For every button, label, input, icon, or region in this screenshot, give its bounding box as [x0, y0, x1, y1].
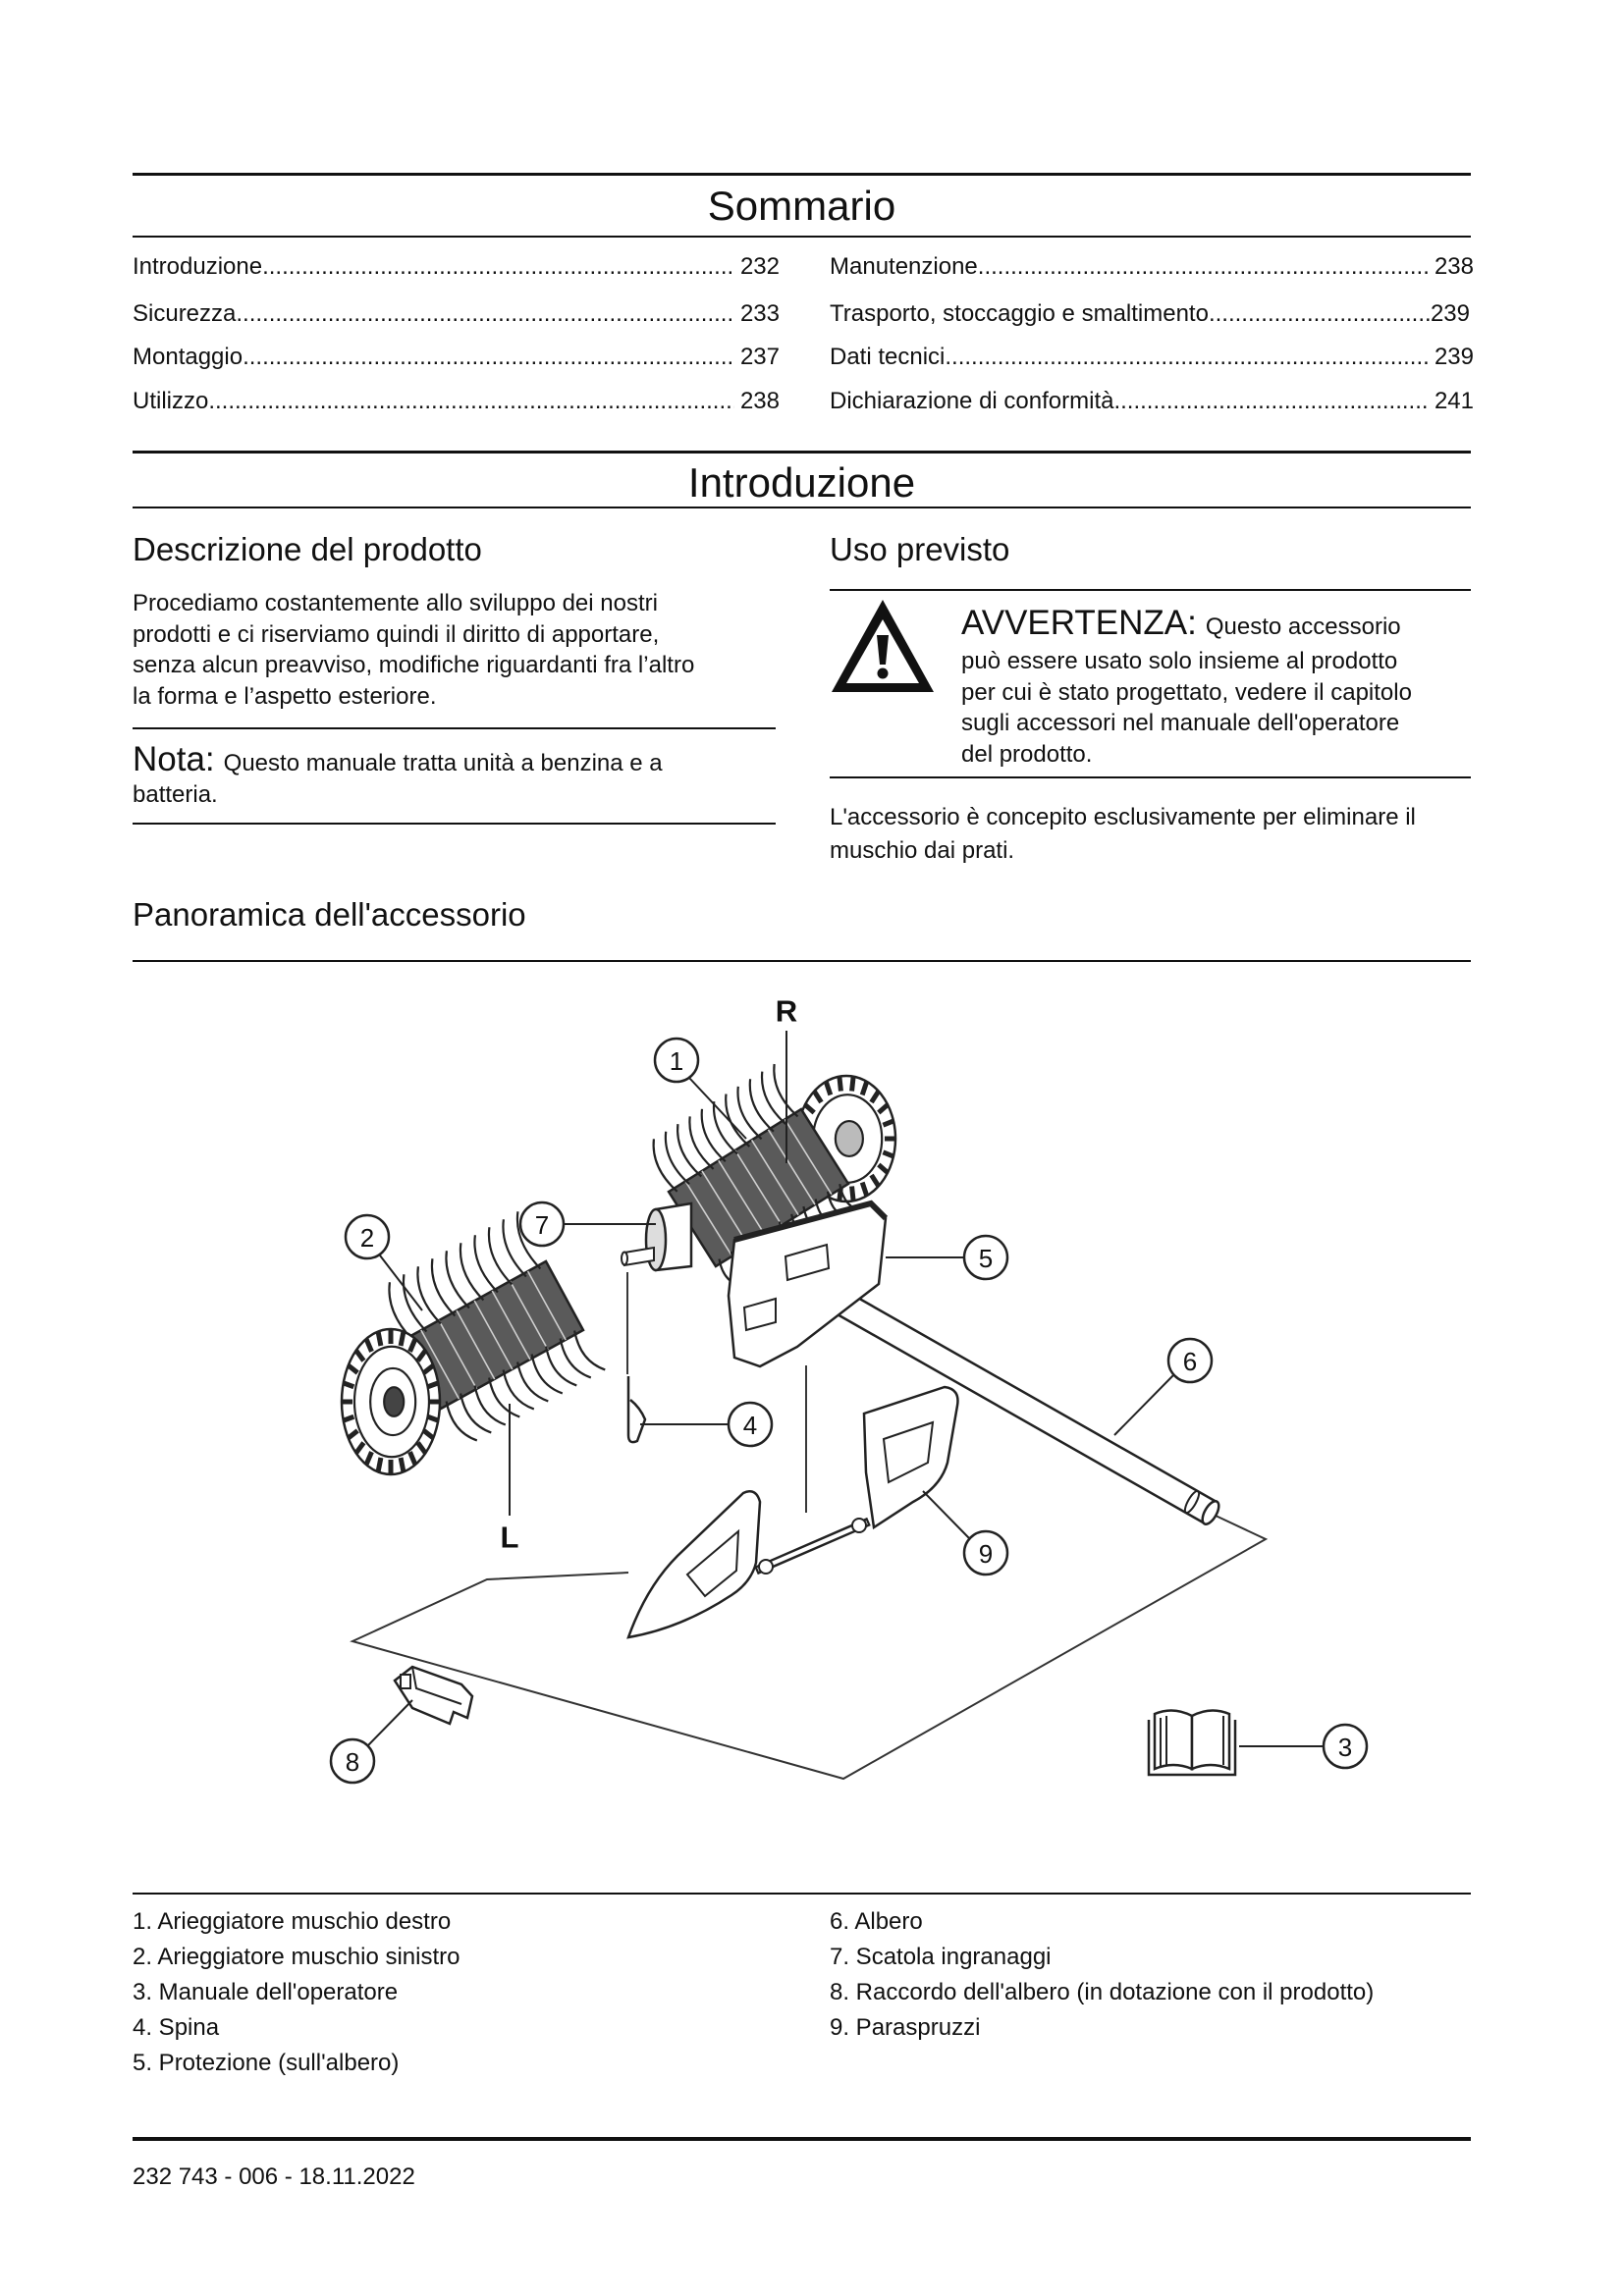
toc-entry-page: 239	[1430, 300, 1470, 327]
toc-leader	[236, 300, 734, 328]
tire-tread	[401, 1332, 404, 1346]
warning-line	[961, 604, 1412, 647]
callout-number: 6	[1182, 1347, 1198, 1376]
intro-title-rule	[133, 507, 1471, 508]
legend-top-rule	[133, 1893, 1471, 1895]
toc-entry[interactable]	[830, 300, 1470, 328]
toc-entry-page: 239	[1434, 344, 1474, 370]
callout-number: 3	[1337, 1733, 1353, 1762]
intro-title: Introduzione	[687, 459, 916, 506]
toc-title-rule	[133, 236, 1471, 238]
warning-text: Questo accessorio	[1205, 614, 1401, 640]
toc-entry-label: Introduzione	[133, 253, 263, 280]
wheel-rim	[384, 1387, 404, 1416]
legend-item: 9. Paraspruzzi	[830, 2014, 981, 2041]
descrizione-heading: Descrizione del prodotto	[133, 531, 482, 567]
toc-entry-label: Dati tecnici	[830, 344, 946, 370]
callout-number: 5	[978, 1244, 994, 1273]
wheel-rim	[836, 1121, 863, 1156]
warning-bottom-rule	[830, 776, 1471, 778]
toc-entry[interactable]	[830, 253, 1474, 281]
toc-entry-page: 241	[1434, 388, 1474, 414]
legend-item: 1. Arieggiatore muschio destro	[133, 1908, 452, 1935]
paragraph-line: la forma e l’aspetto esteriore.	[133, 682, 437, 710]
splash-guard-right	[864, 1387, 957, 1527]
toc-entry-page: 238	[1434, 253, 1474, 280]
paragraph-line: muschio dai prati.	[830, 837, 1015, 864]
exploded-view-diagram	[133, 972, 1471, 1816]
toc-entry-page: 232	[739, 253, 780, 280]
legend-right	[830, 1904, 1374, 2046]
nota-text: Questo manuale tratta unità a benzina e a	[223, 750, 663, 776]
toc-leader	[208, 388, 734, 415]
tire-tread	[378, 1458, 381, 1471]
nota-line: batteria.	[133, 781, 218, 808]
left-aerator-wheel	[342, 1329, 440, 1474]
leader-8	[368, 1700, 412, 1745]
toc-entry-label: Montaggio	[133, 344, 244, 370]
legend-left	[133, 1904, 460, 2081]
footer-rule	[133, 2137, 1471, 2141]
paragraph-line: senza alcun preavviso, modifiche riguardanti fra l’altro	[133, 652, 695, 678]
shaft-stub-end	[622, 1253, 627, 1265]
warning-label: AVVERTENZA:	[961, 604, 1197, 642]
warning-line: del prodotto.	[961, 740, 1093, 768]
paragraph-line: prodotti e ci riserviamo quindi il diritto di apportare,	[133, 620, 660, 648]
callout-number: 4	[742, 1411, 758, 1440]
shaft-coupling	[395, 1667, 472, 1724]
tire-tread	[839, 1077, 841, 1092]
uso-heading: Uso previsto	[830, 531, 1010, 567]
callout-number: 1	[669, 1046, 684, 1076]
nota-bottom-rule	[133, 823, 776, 825]
toc-entry-page: 238	[739, 388, 780, 414]
warning-line: può essere usato solo insieme al prodotto	[961, 648, 1398, 674]
intro-top-rule	[133, 451, 1471, 454]
splash-guard-left	[628, 1491, 760, 1637]
nota-line	[133, 742, 663, 780]
tire-tread	[401, 1458, 404, 1471]
toc-entry-page: 233	[739, 300, 780, 327]
toc-entry[interactable]	[133, 300, 780, 328]
callout-number: 7	[534, 1210, 550, 1240]
toc-entry-label: Utilizzo	[133, 388, 209, 414]
tire-tread	[852, 1077, 854, 1092]
paragraph-line: Procediamo costantemente allo sviluppo dei nostri	[133, 590, 658, 616]
warning-line: sugli accessori nel manuale dell'operatore	[961, 710, 1400, 736]
toc-leader	[1113, 388, 1428, 415]
legend-item: 5. Protezione (sull'albero)	[133, 2050, 400, 2076]
tine	[574, 1331, 605, 1370]
toc-leader	[978, 253, 1429, 281]
leader-6	[1114, 1375, 1173, 1435]
footer-doc-code: 232 743 - 006 - 18.11.2022	[133, 2163, 415, 2190]
toc-entry-label: Dichiarazione di conformità	[830, 388, 1114, 414]
toc-entry-label: Trasporto, stoccaggio e smaltimento	[830, 300, 1209, 327]
hinge-knuckle	[759, 1560, 773, 1574]
legend-item: 6. Albero	[830, 1908, 923, 1935]
uso-paragraph	[830, 801, 1416, 868]
toc-leader	[1209, 300, 1431, 328]
legend-item: 7. Scatola ingranaggi	[830, 1944, 1052, 1970]
tire-tread	[378, 1332, 381, 1346]
tine	[474, 1235, 497, 1292]
callout-number: 8	[345, 1747, 360, 1777]
tine	[446, 1251, 468, 1308]
leader-2	[380, 1255, 422, 1310]
descrizione-paragraph	[133, 588, 694, 712]
panoramica-rule	[133, 960, 1471, 962]
nota-label: Nota:	[133, 740, 215, 778]
toc-entry[interactable]	[830, 388, 1474, 415]
tine	[460, 1243, 483, 1300]
toc-entry[interactable]	[830, 344, 1474, 371]
toc-entry-label: Manutenzione	[830, 253, 978, 280]
legend-item: 4. Spina	[133, 2014, 220, 2041]
toc-leader	[262, 253, 734, 281]
tine	[489, 1227, 512, 1284]
callout-letter-l: L	[500, 1520, 519, 1555]
toc-leader	[945, 344, 1429, 371]
pin	[628, 1376, 645, 1442]
legend-item: 2. Arieggiatore muschio sinistro	[133, 1944, 460, 1970]
callout-letter-r: R	[775, 993, 798, 1029]
toc-title: Sommario	[707, 183, 896, 229]
nota-block	[133, 742, 663, 810]
toc-entry-label: Sicurezza	[133, 300, 237, 327]
callout-number: 9	[978, 1539, 994, 1569]
warning-top-rule	[830, 589, 1471, 591]
toc-leader	[243, 344, 734, 371]
warning-line: per cui è stato progettato, vedere il capitolo	[961, 678, 1412, 706]
tine	[404, 1274, 426, 1331]
legend-item: 8. Raccordo dell'albero (in dotazione con il prodotto)	[830, 1979, 1375, 2005]
book-icon	[1149, 1710, 1235, 1775]
legend-item: 3. Manuale dell'operatore	[133, 1979, 399, 2005]
hinge-knuckle	[852, 1519, 866, 1532]
leader-9	[923, 1491, 969, 1538]
panoramica-heading: Panoramica dell'accessorio	[133, 896, 526, 933]
coupling-tab	[401, 1675, 410, 1688]
warning-triangle-icon	[830, 598, 936, 694]
toc-entry[interactable]	[133, 388, 780, 415]
layout-outline	[352, 1516, 1266, 1779]
tine	[417, 1266, 440, 1323]
paragraph-line: L'accessorio è concepito esclusivamente per eliminare il	[830, 804, 1416, 830]
gearbox	[622, 1203, 691, 1270]
warning-block	[961, 604, 1412, 770]
splash-guard-hinge-core	[758, 1522, 867, 1570]
toc-entry[interactable]	[133, 253, 780, 281]
nota-top-rule	[133, 727, 776, 729]
toc-entry-page: 237	[739, 344, 780, 370]
tire-tread	[852, 1187, 854, 1201]
toc-entry[interactable]	[133, 344, 780, 371]
top-rule	[133, 173, 1471, 176]
tine	[432, 1258, 455, 1315]
callout-number: 2	[359, 1223, 375, 1253]
